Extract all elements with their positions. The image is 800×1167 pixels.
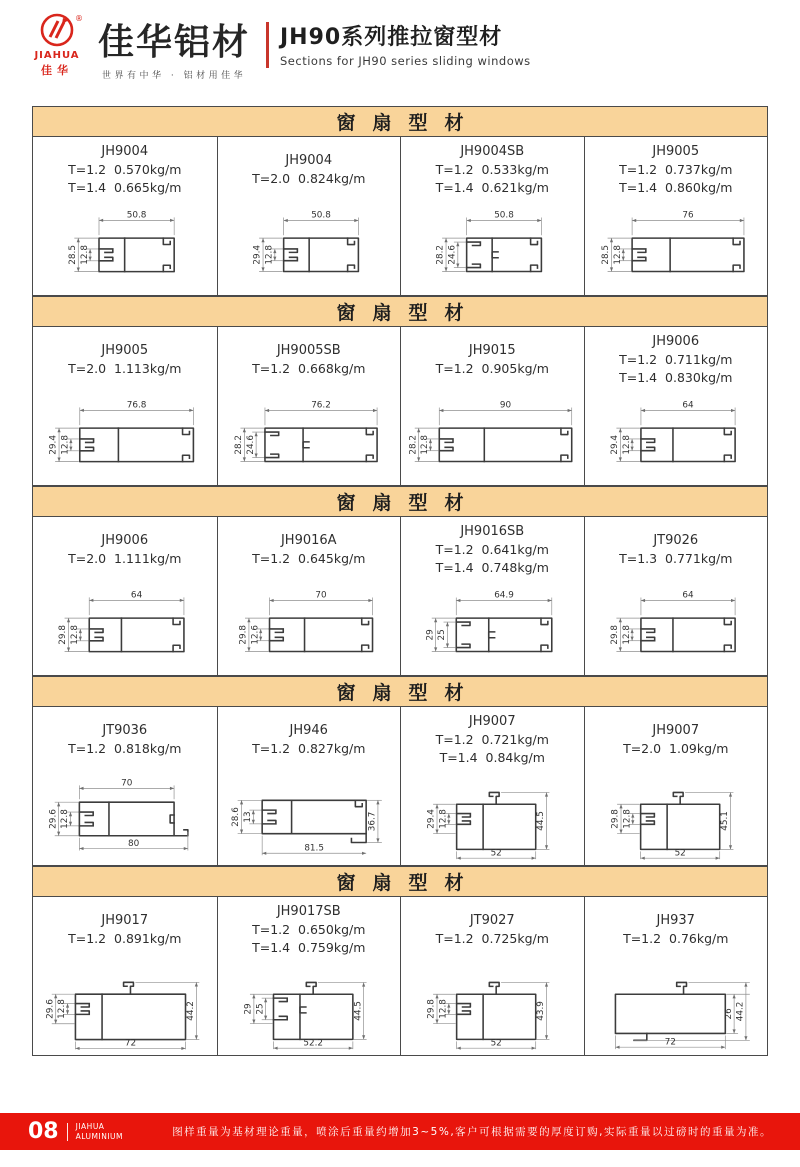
profile-info (402, 902, 583, 958)
svg-text:29: 29 (243, 1003, 254, 1015)
profile-info (402, 142, 583, 198)
brand-tagline: 世界有中华 · 铝材用佳华 (102, 71, 247, 81)
svg-text:50.8: 50.8 (494, 210, 514, 221)
model-number: JT9026 (653, 532, 699, 548)
svg-text:28.5: 28.5 (67, 245, 78, 265)
profile-drawing (586, 388, 767, 484)
svg-text:52: 52 (490, 1038, 502, 1049)
profile-info (34, 332, 216, 388)
profile-info (34, 522, 216, 578)
svg-text:29.4: 29.4 (252, 245, 263, 265)
svg-text:29: 29 (425, 629, 436, 641)
profile-cell (217, 327, 401, 485)
model-number: JH9015 (468, 342, 516, 358)
svg-text:43.9: 43.9 (536, 1001, 547, 1021)
svg-text:29.8: 29.8 (426, 999, 437, 1019)
spec-line: T=1.2 0.737kg/m (619, 162, 733, 177)
svg-text:72: 72 (664, 1037, 676, 1048)
brand-title: 佳华铝材 (98, 22, 251, 63)
svg-text:12.8: 12.8 (621, 435, 632, 455)
profile-cell (400, 517, 584, 675)
svg-text:76: 76 (681, 210, 694, 221)
svg-text:45.1: 45.1 (719, 811, 730, 831)
svg-text:28.2: 28.2 (233, 435, 244, 455)
profile-info (34, 902, 216, 958)
footer-divider (67, 1123, 68, 1141)
spec-line: T=1.2 0.668kg/m (252, 360, 366, 376)
model-number: JH9007 (652, 722, 700, 738)
section-body (32, 517, 768, 676)
model-number: JH9005 (652, 144, 700, 159)
spec-line: T=1.2 0.827kg/m (252, 740, 366, 756)
profile-cell (584, 137, 768, 295)
svg-text:44.5: 44.5 (536, 811, 547, 831)
svg-text:80: 80 (127, 838, 140, 849)
profile-info (34, 142, 216, 198)
profile-cell (400, 707, 584, 865)
profile-info (402, 332, 583, 388)
section-title: 窗扇型材 (32, 296, 768, 327)
profile-cell (584, 517, 768, 675)
svg-text:25: 25 (254, 1003, 265, 1015)
profile-drawing (219, 768, 400, 864)
profile-drawing (219, 198, 400, 294)
svg-text:52: 52 (674, 848, 686, 859)
svg-text:29.8: 29.8 (609, 625, 620, 645)
section-body (32, 327, 768, 486)
svg-text:13: 13 (242, 811, 253, 823)
profile-drawing (34, 198, 216, 294)
profile-drawing (34, 578, 216, 674)
spec-line: T=1.2 0.645kg/m (252, 550, 366, 566)
profile-drawing (586, 768, 767, 864)
spec-line: T=2.0 0.824kg/m (252, 170, 366, 186)
model-number: JH9016SB (460, 524, 525, 539)
footer-note: 图样重量为基材理论重量，喷涂后重量约增加3~5%,客户可根据需要的厚度订购,实际重量以过磅时的重量为准。 (172, 1126, 772, 1138)
spec-line: T=1.2 0.905kg/m (435, 360, 549, 376)
logo-brand-en: JIAHUA (34, 50, 80, 61)
model-number: JH9005 (101, 342, 149, 358)
svg-text:12.8: 12.8 (612, 245, 623, 265)
spec-line: T=1.4 0.830kg/m (619, 369, 733, 385)
profile-drawing (402, 958, 583, 1054)
spec-line: T=1.4 0.84kg/m (439, 749, 545, 765)
svg-text:12.8: 12.8 (79, 245, 90, 265)
spec-line: T=1.3 0.771kg/m (619, 550, 733, 566)
profile-drawing (402, 578, 583, 674)
svg-text:12.8: 12.8 (621, 809, 632, 829)
profile-cell (217, 137, 401, 295)
profile-drawing (402, 388, 583, 484)
svg-text:24.6: 24.6 (447, 245, 458, 265)
svg-text:81.5: 81.5 (303, 843, 324, 854)
spec-line: T=1.2 0.721kg/m (435, 732, 549, 747)
svg-text:28.2: 28.2 (408, 435, 419, 455)
profile-cell (33, 707, 217, 865)
spec-line: T=1.4 0.621kg/m (435, 179, 549, 195)
section-title: 窗扇型材 (32, 106, 768, 137)
svg-text:64: 64 (681, 400, 694, 411)
svg-text:64: 64 (681, 590, 694, 601)
footer-bar (0, 1113, 800, 1150)
svg-text:44.5: 44.5 (352, 1001, 363, 1021)
svg-text:29.6: 29.6 (45, 999, 56, 1019)
profile-info (219, 712, 400, 768)
spec-line: T=1.2 0.711kg/m (619, 352, 733, 367)
profile-info (586, 902, 767, 958)
svg-text:44.2: 44.2 (186, 1001, 197, 1021)
svg-text:90: 90 (499, 400, 512, 411)
spec-line: T=2.0 1.09kg/m (623, 740, 729, 756)
profile-info (219, 522, 400, 578)
spec-line: T=1.2 0.650kg/m (252, 922, 366, 937)
svg-text:36.7: 36.7 (367, 811, 378, 832)
model-number: JH946 (289, 722, 328, 738)
profile-info (219, 142, 400, 198)
svg-text:28.2: 28.2 (435, 245, 446, 265)
profile-drawing (402, 768, 583, 864)
svg-text:12.8: 12.8 (438, 809, 449, 829)
profile-drawing (34, 768, 216, 864)
svg-text:64: 64 (130, 590, 143, 601)
svg-text:50.8: 50.8 (310, 210, 331, 221)
model-number: JT9036 (102, 722, 148, 738)
svg-text:29.8: 29.8 (238, 625, 249, 645)
profile-cell (33, 137, 217, 295)
svg-text:29.8: 29.8 (58, 625, 69, 645)
page-number: 08 (28, 1118, 59, 1144)
profile-info (34, 712, 216, 768)
svg-text:29.4: 29.4 (48, 435, 59, 455)
model-number: JH9005SB (276, 342, 341, 358)
footer-brand (76, 1122, 123, 1141)
profile-cell (584, 897, 768, 1055)
svg-text:12.8: 12.8 (70, 625, 81, 645)
header-divider (266, 22, 269, 68)
spec-line: T=1.4 0.748kg/m (435, 559, 549, 575)
profile-drawing (586, 198, 767, 294)
svg-text:12.8: 12.8 (60, 435, 71, 455)
svg-text:50.8: 50.8 (126, 210, 147, 221)
spec-line: T=2.0 1.111kg/m (68, 550, 182, 566)
svg-text:12.8: 12.8 (263, 245, 274, 265)
series-subtitle: Sections for JH90 series sliding windows (280, 54, 531, 68)
svg-text:29.4: 29.4 (426, 809, 437, 829)
model-number: JH9016A (280, 532, 337, 548)
profile-drawing (219, 578, 400, 674)
jiahua-logo-icon (30, 12, 88, 52)
svg-text:12.8: 12.8 (57, 999, 68, 1019)
profile-cell (217, 707, 401, 865)
spec-line: T=1.2 0.570kg/m (68, 162, 182, 177)
page-header (30, 12, 770, 90)
section-title: 窗扇型材 (32, 486, 768, 517)
profile-cell (400, 327, 584, 485)
model-number: JT9027 (469, 912, 515, 928)
profile-drawing (219, 958, 400, 1054)
spec-line: T=2.0 1.113kg/m (68, 360, 182, 376)
svg-text:70: 70 (121, 778, 133, 789)
svg-text:64.9: 64.9 (494, 590, 514, 601)
svg-text:12.8: 12.8 (621, 625, 632, 645)
svg-text:29.6: 29.6 (48, 809, 59, 829)
spec-line: T=1.4 0.860kg/m (619, 179, 733, 195)
registered-mark: ® (75, 14, 83, 23)
profile-info (586, 522, 767, 578)
model-number: JH9004 (101, 144, 149, 159)
series-title: JH90系列推拉窗型材 (280, 25, 503, 50)
profile-drawing (34, 958, 216, 1054)
svg-text:52.2: 52.2 (302, 1038, 323, 1049)
spec-line: T=1.4 0.665kg/m (68, 179, 182, 195)
svg-text:72: 72 (124, 1038, 137, 1049)
section-body (32, 137, 768, 296)
svg-text:76.8: 76.8 (126, 400, 147, 411)
profile-drawing (219, 388, 400, 484)
spec-line: T=1.2 0.76kg/m (623, 930, 729, 946)
svg-text:12.8: 12.8 (438, 999, 449, 1019)
svg-text:12.8: 12.8 (420, 435, 431, 455)
profile-info (586, 332, 767, 388)
logo-brand-cn: 佳华 (41, 64, 73, 77)
model-number: JH9007 (468, 714, 516, 729)
spec-line: T=1.2 0.533kg/m (435, 162, 549, 177)
svg-text:25: 25 (437, 629, 448, 641)
spec-line: T=1.2 0.725kg/m (435, 930, 549, 946)
profile-drawing (586, 958, 767, 1054)
profile-cell (217, 517, 401, 675)
profile-cell (584, 707, 768, 865)
profile-info (219, 902, 400, 958)
section-body (32, 897, 768, 1056)
svg-text:29.4: 29.4 (609, 435, 620, 455)
model-number: JH9017SB (276, 904, 341, 919)
section-body (32, 707, 768, 866)
spec-line: T=1.2 0.891kg/m (68, 930, 182, 946)
profile-info (402, 522, 583, 578)
model-number: JH9017 (101, 912, 149, 928)
profile-cell (217, 897, 401, 1055)
model-number: JH9006 (101, 532, 149, 548)
spec-line: T=1.2 0.818kg/m (68, 740, 182, 756)
svg-text:24.6: 24.6 (245, 435, 256, 455)
profile-cell (584, 327, 768, 485)
svg-text:76.2: 76.2 (310, 400, 331, 411)
profile-cell (400, 897, 584, 1055)
spec-line: T=1.2 0.641kg/m (435, 542, 549, 557)
svg-text:28.6: 28.6 (230, 807, 241, 827)
model-number: JH9004SB (460, 144, 525, 159)
svg-text:12.8: 12.8 (60, 809, 71, 829)
model-number: JH937 (656, 912, 695, 928)
profile-drawing (586, 578, 767, 674)
svg-text:44.2: 44.2 (735, 1001, 746, 1022)
profile-info (402, 712, 583, 768)
svg-text:28.5: 28.5 (600, 245, 611, 265)
profile-cell (33, 327, 217, 485)
section-title: 窗扇型材 (32, 866, 768, 897)
section-title: 窗扇型材 (32, 676, 768, 707)
svg-text:70: 70 (314, 590, 327, 601)
svg-text:12.6: 12.6 (249, 625, 260, 645)
svg-text:52: 52 (490, 848, 502, 859)
profile-drawing (402, 198, 583, 294)
profile-info (586, 712, 767, 768)
model-number: JH9006 (652, 334, 700, 349)
svg-text:29.8: 29.8 (610, 809, 621, 829)
profile-cell (33, 897, 217, 1055)
profile-cell (400, 137, 584, 295)
profile-info (219, 332, 400, 388)
profile-cell (33, 517, 217, 675)
profile-drawing (34, 388, 216, 484)
sections (32, 106, 768, 1056)
footer-brand-line1: JIAHUA (75, 1122, 105, 1132)
profile-info (586, 142, 767, 198)
svg-text:26: 26 (723, 1008, 734, 1020)
model-number: JH9004 (285, 152, 333, 168)
spec-line: T=1.4 0.759kg/m (252, 939, 366, 955)
footer-brand-line2: ALUMINIUM (75, 1131, 124, 1141)
